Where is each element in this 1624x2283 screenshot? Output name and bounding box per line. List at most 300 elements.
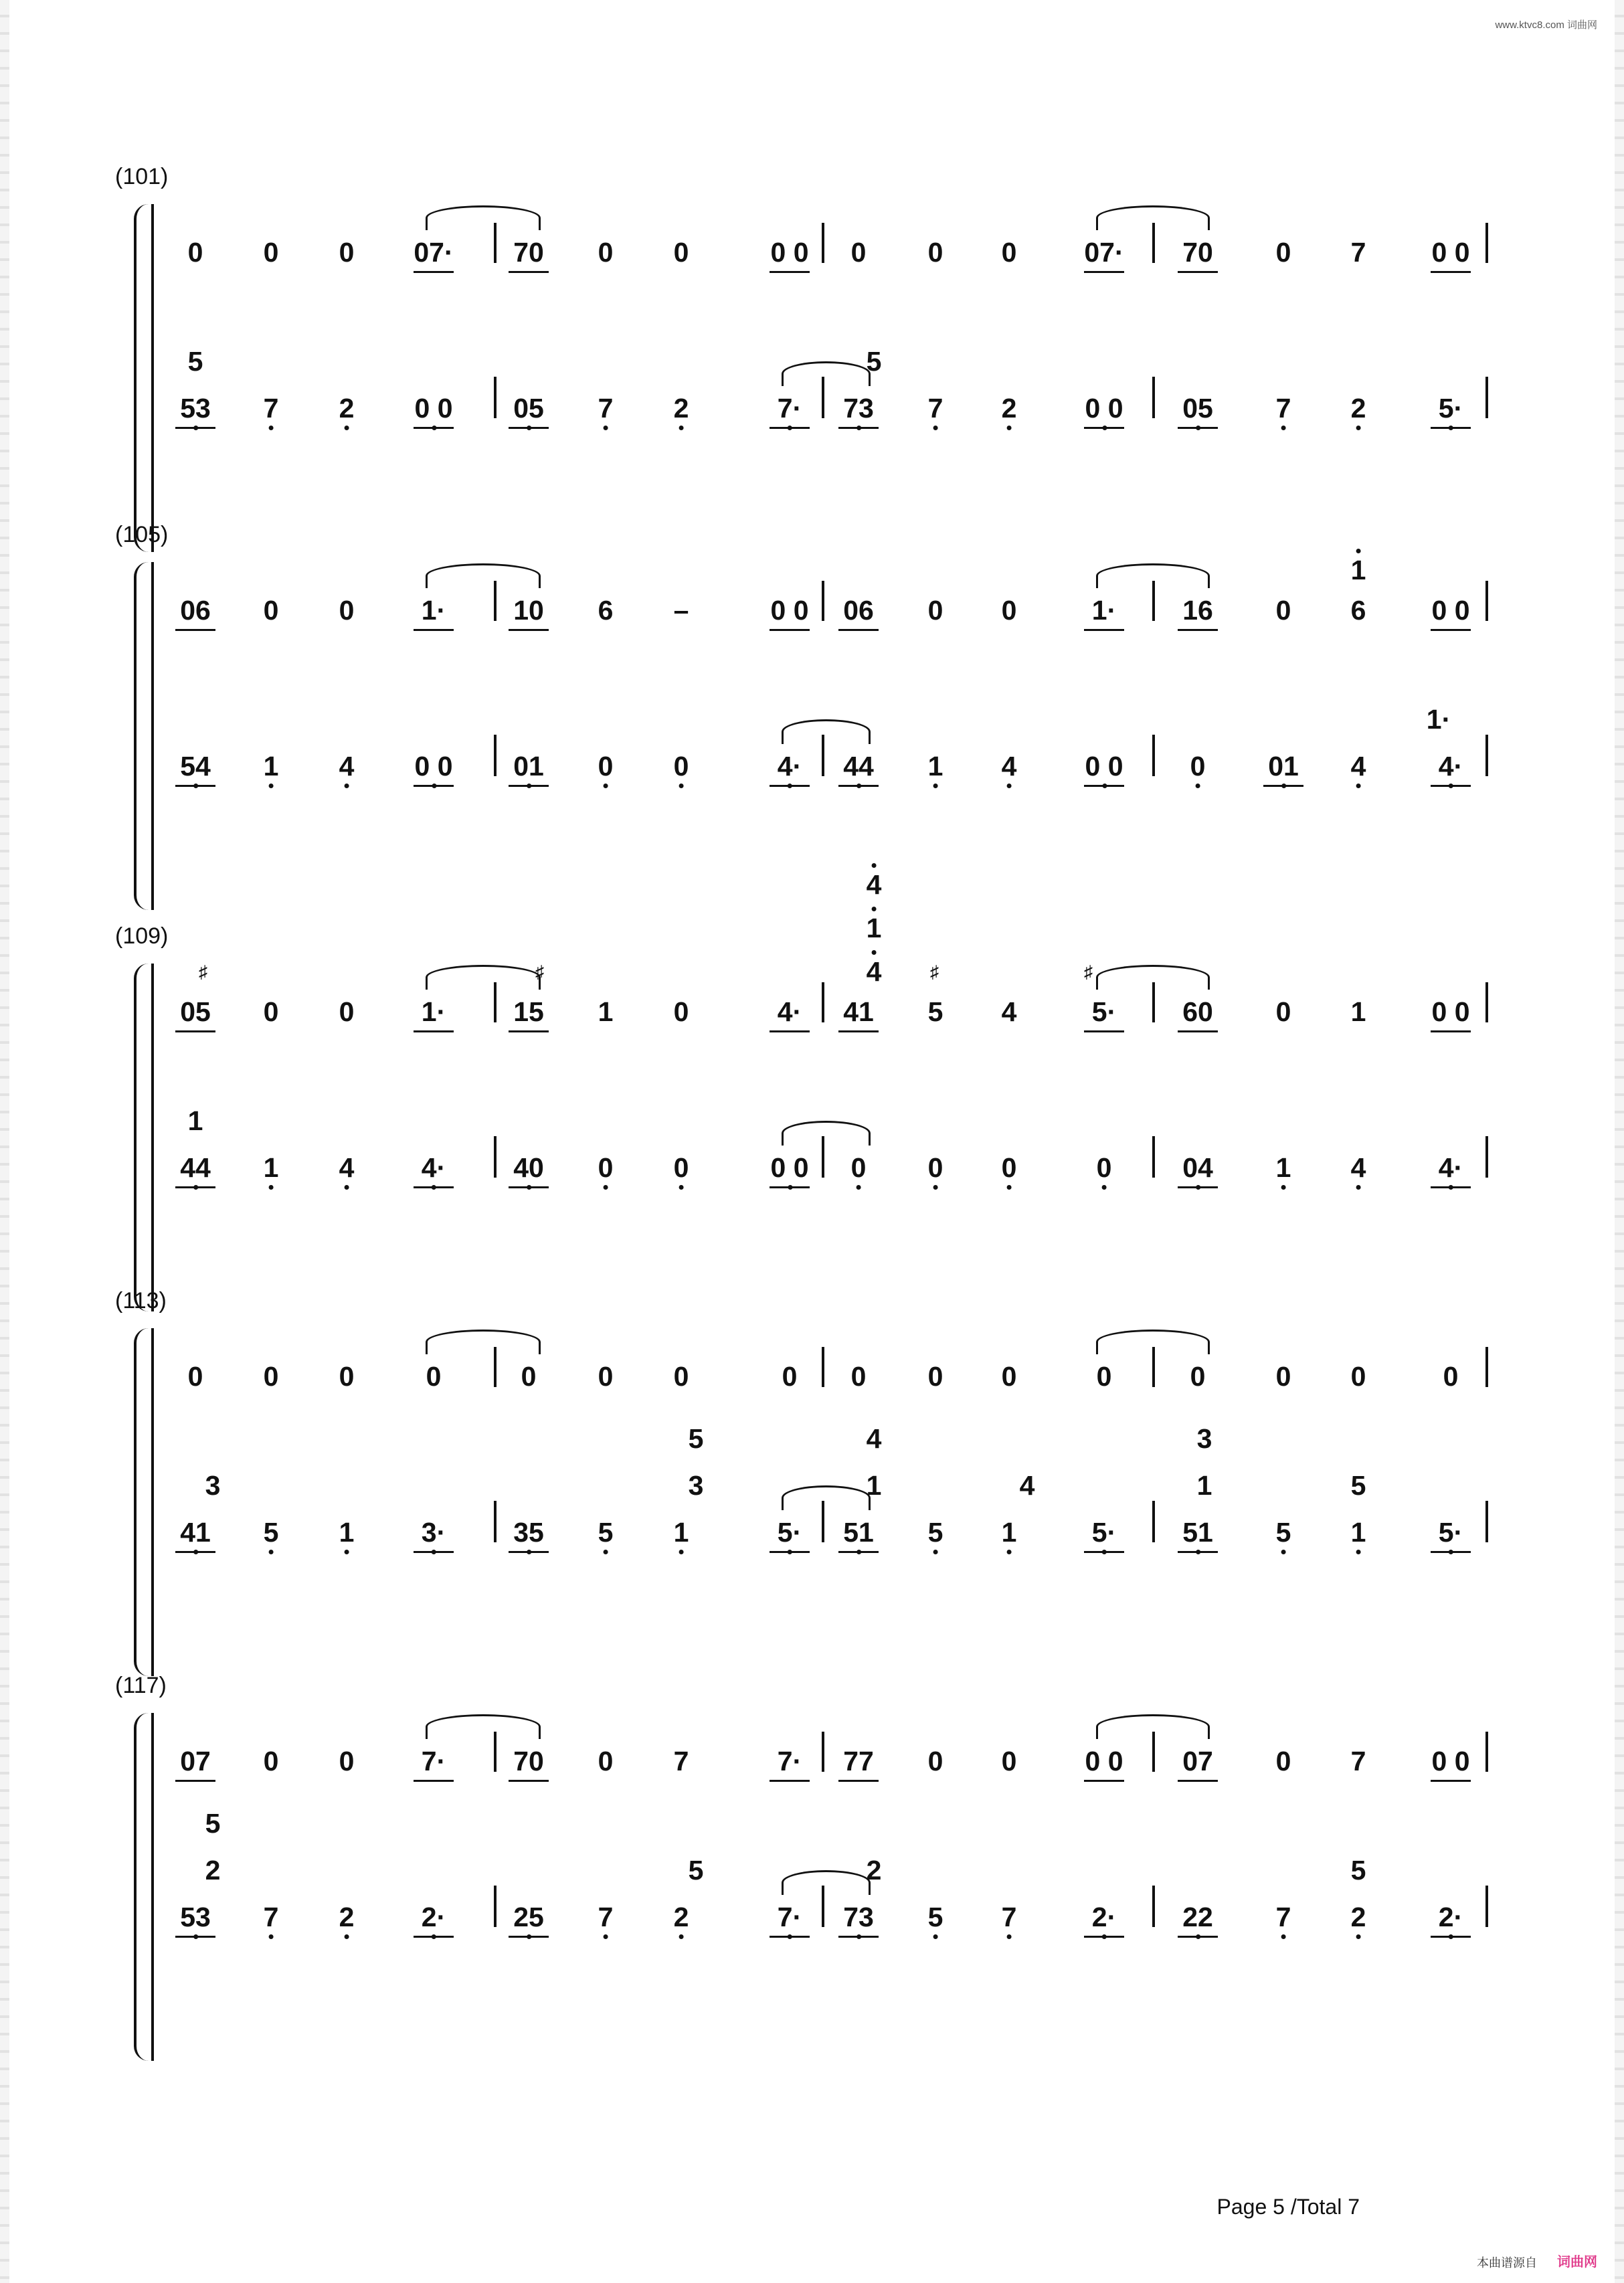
upper-note: 0 0 xyxy=(1431,996,1470,1027)
upper-note: 4· xyxy=(777,996,802,1027)
barline-upper xyxy=(822,1732,824,1772)
measure-number: (117) xyxy=(115,1673,167,1698)
upper-chord-tone: 1 xyxy=(866,913,882,943)
lower-note: 0 xyxy=(927,1152,943,1183)
lower-note: 0 0 xyxy=(414,393,453,424)
lower-note: 5· xyxy=(777,1517,802,1548)
beam-line xyxy=(414,1936,454,1938)
lower-note: 7· xyxy=(777,393,802,424)
beam-line xyxy=(1178,1780,1218,1782)
barline-upper xyxy=(1485,223,1488,263)
tie-lower xyxy=(782,1485,871,1510)
beam-line xyxy=(509,1780,549,1782)
upper-note: 0 xyxy=(1190,1361,1206,1392)
upper-note: 1· xyxy=(421,595,446,626)
lower-note: 7 xyxy=(1275,1902,1291,1932)
lower-note: 3· xyxy=(421,1517,446,1548)
barline-lower xyxy=(1152,1886,1155,1927)
upper-note: 0 0 xyxy=(770,595,809,626)
beam-line xyxy=(1178,1186,1218,1188)
beam-line xyxy=(838,1780,879,1782)
lower-note: 73 xyxy=(843,1902,874,1932)
upper-note: 0 0 xyxy=(1431,1746,1470,1776)
lower-chord-tone: 3 xyxy=(1196,1423,1212,1454)
upper-note: 0 xyxy=(263,595,279,626)
upper-note: 70 xyxy=(1182,237,1213,268)
upper-note: 0 xyxy=(927,237,943,268)
lower-note: 5· xyxy=(1438,1517,1463,1548)
lower-note: 7 xyxy=(598,1902,614,1932)
beam-line xyxy=(1084,1780,1124,1782)
lower-chord-tone: 1· xyxy=(1426,704,1451,735)
source-logo-text: 本曲谱源自 xyxy=(1477,2256,1537,2270)
beam-line xyxy=(1084,1030,1124,1032)
lower-note: 4 xyxy=(1001,751,1017,782)
barline-lower xyxy=(1485,735,1488,776)
lower-note: 2 xyxy=(1001,393,1017,424)
beam-line xyxy=(414,1030,454,1032)
lower-note: 1 xyxy=(1001,1517,1017,1548)
lower-note: 5· xyxy=(1091,1517,1117,1548)
beam-line xyxy=(838,785,879,787)
tie-upper xyxy=(1096,1714,1210,1739)
right-edge-strip xyxy=(1615,0,1624,2283)
beam-line xyxy=(770,271,810,273)
upper-note: 0 xyxy=(598,1361,614,1392)
lower-note: 2 xyxy=(673,1902,689,1932)
lower-note: 0 xyxy=(598,751,614,782)
barline-lower xyxy=(494,1136,497,1178)
upper-note: 0 xyxy=(339,237,355,268)
lower-note: 7 xyxy=(263,1902,279,1932)
upper-note: 0 xyxy=(1001,1361,1017,1392)
lower-note: 44 xyxy=(843,751,874,782)
beam-line xyxy=(1263,785,1303,787)
lower-note: 2· xyxy=(1091,1902,1117,1932)
lower-note: 5 xyxy=(927,1517,943,1548)
lower-note: 05 xyxy=(1182,393,1213,424)
measure-number: (109) xyxy=(115,923,169,949)
upper-note: 0 xyxy=(927,1361,943,1392)
upper-note: 0 xyxy=(850,1361,867,1392)
beam-line xyxy=(414,629,454,631)
beam-line xyxy=(1431,427,1471,429)
upper-note: 0 xyxy=(263,1361,279,1392)
beam-line xyxy=(175,427,215,429)
lower-note: 4· xyxy=(777,751,802,782)
beam-line xyxy=(770,1186,810,1188)
lower-note: 7 xyxy=(1275,393,1291,424)
beam-line xyxy=(1084,427,1124,429)
lower-note: 4 xyxy=(1350,751,1366,782)
upper-note: 0 xyxy=(927,1746,943,1776)
lower-chord-tone: 2 xyxy=(866,1855,882,1886)
lower-chord-tone: 1 xyxy=(866,1470,882,1501)
lower-note: 5 xyxy=(1275,1517,1291,1548)
lower-note: 35 xyxy=(513,1517,544,1548)
beam-line xyxy=(1178,1551,1218,1553)
lower-note: 0 0 xyxy=(1085,393,1123,424)
lower-note: 0 0 xyxy=(1085,751,1123,782)
upper-note: 1 xyxy=(598,996,614,1027)
lower-note: 0 xyxy=(1096,1152,1112,1183)
upper-note: 0 xyxy=(339,1746,355,1776)
lower-chord-tone: 4 xyxy=(1019,1470,1035,1501)
tie-lower xyxy=(782,1870,871,1895)
upper-note: 77 xyxy=(843,1746,874,1776)
lower-note: 5 xyxy=(598,1517,614,1548)
lower-note: 40 xyxy=(513,1152,544,1183)
upper-note: 15 xyxy=(513,996,544,1027)
beam-line xyxy=(175,1030,215,1032)
upper-note: 0 xyxy=(782,1361,798,1392)
beam-line xyxy=(770,629,810,631)
lower-note: 2· xyxy=(421,1902,446,1932)
system-brace xyxy=(134,204,149,552)
lower-note: 2 xyxy=(339,393,355,424)
upper-note: 0 xyxy=(263,1746,279,1776)
lower-note: 7 xyxy=(263,393,279,424)
upper-note: 0 xyxy=(1275,595,1291,626)
upper-note: 0 xyxy=(187,237,203,268)
beam-line xyxy=(770,1936,810,1938)
sharp-sign: ♯ xyxy=(1084,962,1093,982)
lower-note: 0 xyxy=(598,1152,614,1183)
upper-note: 0 0 xyxy=(1431,595,1470,626)
lower-note: 5· xyxy=(1438,393,1463,424)
beam-line xyxy=(509,785,549,787)
barline-upper xyxy=(1485,581,1488,621)
upper-note: 0 xyxy=(263,996,279,1027)
lower-note: 1 xyxy=(263,1152,279,1183)
barline-lower xyxy=(1152,377,1155,418)
upper-note: 7 xyxy=(1350,237,1366,268)
beam-line xyxy=(1178,629,1218,631)
lower-chord-tone: 1 xyxy=(1196,1470,1212,1501)
beam-line xyxy=(509,1186,549,1188)
upper-note: 0 xyxy=(187,1361,203,1392)
lower-chord-tone: 5 xyxy=(866,346,882,377)
tie-upper xyxy=(426,563,541,588)
lower-note: 51 xyxy=(843,1517,874,1548)
beam-line xyxy=(509,1551,549,1553)
upper-note: 6 xyxy=(598,595,614,626)
beam-line xyxy=(414,1551,454,1553)
lower-note: 1 xyxy=(1350,1517,1366,1548)
lower-note: 0 0 xyxy=(414,751,453,782)
upper-note: – xyxy=(673,595,689,626)
upper-note: 0 xyxy=(927,595,943,626)
system-brace xyxy=(134,1328,149,1676)
upper-note: 0 0 xyxy=(1085,1746,1123,1776)
tie-upper xyxy=(426,1714,541,1739)
lower-note: 01 xyxy=(513,751,544,782)
beam-line xyxy=(509,629,549,631)
beam-line xyxy=(414,785,454,787)
barline-lower xyxy=(1485,1501,1488,1542)
beam-line xyxy=(1084,1551,1124,1553)
upper-note: 0 xyxy=(673,237,689,268)
upper-note: 0 xyxy=(1275,237,1291,268)
upper-note: 7 xyxy=(1350,1746,1366,1776)
sharp-sign: ♯ xyxy=(535,962,544,982)
barline-upper xyxy=(822,223,824,263)
left-edge-strip xyxy=(0,0,9,2283)
upper-note: 0 xyxy=(339,595,355,626)
system-brace xyxy=(134,964,149,1311)
lower-chord-tone: 5 xyxy=(1350,1855,1366,1886)
upper-note: 0 xyxy=(1350,1361,1366,1392)
lower-note: 1 xyxy=(673,1517,689,1548)
lower-note: 7 xyxy=(598,393,614,424)
beam-line xyxy=(1431,1936,1471,1938)
beam-line xyxy=(1084,629,1124,631)
upper-note: 0 xyxy=(598,1746,614,1776)
upper-note: 60 xyxy=(1182,996,1213,1027)
page-number: Page 5 /Total 7 xyxy=(1216,2195,1360,2219)
upper-note: 0 xyxy=(1275,996,1291,1027)
barline-lower xyxy=(494,1886,497,1927)
tie-upper xyxy=(426,965,541,990)
upper-note: 16 xyxy=(1182,595,1213,626)
sharp-sign: ♯ xyxy=(930,962,939,982)
upper-chord-tone: 1 xyxy=(1350,555,1366,585)
source-logo-brand: 词曲网 xyxy=(1557,2255,1597,2270)
lower-note: 4· xyxy=(1438,1152,1463,1183)
lower-note: 1 xyxy=(1275,1152,1291,1183)
barline-lower xyxy=(1152,1501,1155,1542)
lower-note: 2 xyxy=(339,1902,355,1932)
upper-note: 1· xyxy=(421,996,446,1027)
beam-line xyxy=(1431,785,1471,787)
lower-note: 1 xyxy=(263,751,279,782)
barline-lower xyxy=(494,735,497,776)
beam-line xyxy=(838,1030,879,1032)
lower-chord-tone: 5 xyxy=(688,1855,704,1886)
lower-note: 5 xyxy=(927,1902,943,1932)
beam-line xyxy=(1084,785,1124,787)
tie-upper xyxy=(426,1330,541,1354)
lower-note: 7 xyxy=(927,393,943,424)
system-line xyxy=(151,964,154,1311)
beam-line xyxy=(770,1780,810,1782)
upper-note: 07· xyxy=(1084,237,1124,268)
upper-note: 0 xyxy=(673,996,689,1027)
measure-number: (113) xyxy=(115,1288,167,1313)
beam-line xyxy=(1178,271,1218,273)
upper-note: 7· xyxy=(777,1746,802,1776)
beam-line xyxy=(1178,427,1218,429)
barline-upper xyxy=(822,581,824,621)
beam-line xyxy=(1431,629,1471,631)
beam-line xyxy=(509,1030,549,1032)
beam-line xyxy=(509,1936,549,1938)
barline-upper xyxy=(1485,1732,1488,1772)
upper-note: 0 xyxy=(426,1361,442,1392)
lower-note: 1 xyxy=(927,751,943,782)
tie-lower xyxy=(782,1121,871,1146)
barline-upper xyxy=(822,982,824,1022)
upper-note: 0 xyxy=(1001,237,1017,268)
upper-note: 0 xyxy=(1001,595,1017,626)
system-line xyxy=(151,562,154,910)
system-brace xyxy=(134,562,149,910)
lower-chord-tone: 3 xyxy=(688,1470,704,1501)
lower-note: 0 xyxy=(1001,1152,1017,1183)
beam-line xyxy=(1431,1186,1471,1188)
lower-note: 73 xyxy=(843,393,874,424)
barline-upper xyxy=(1485,982,1488,1022)
upper-note: 5· xyxy=(1091,996,1117,1027)
lower-chord-tone: 2 xyxy=(205,1855,221,1886)
upper-note: 0 xyxy=(1275,1746,1291,1776)
beam-line xyxy=(1178,1030,1218,1032)
watermark-url: www.ktvc8.com 词曲网 xyxy=(1495,19,1597,31)
beam-line xyxy=(770,785,810,787)
upper-note: 0 xyxy=(263,237,279,268)
lower-note: 2 xyxy=(1350,1902,1366,1932)
lower-chord-tone: 1 xyxy=(187,1105,203,1136)
beam-line xyxy=(838,427,879,429)
lower-chord-tone: 4 xyxy=(866,1423,882,1454)
upper-note: 0 xyxy=(1275,1361,1291,1392)
lower-note: 05 xyxy=(513,393,544,424)
lower-note: 0 0 xyxy=(770,1152,809,1183)
system-line xyxy=(151,204,154,552)
beam-line xyxy=(1084,271,1124,273)
lower-note: 7· xyxy=(777,1902,802,1932)
upper-note: 0 xyxy=(339,996,355,1027)
beam-line xyxy=(770,427,810,429)
upper-chord-tone: 4 xyxy=(866,869,882,900)
lower-note: 2 xyxy=(673,393,689,424)
beam-line xyxy=(175,629,215,631)
upper-note: 0 0 xyxy=(770,237,809,268)
beam-line xyxy=(770,1551,810,1553)
upper-note: 4 xyxy=(1001,996,1017,1027)
barline-lower xyxy=(1485,377,1488,418)
upper-note: 07· xyxy=(414,237,454,268)
upper-note: 5 xyxy=(927,996,943,1027)
lower-note: 4 xyxy=(1350,1152,1366,1183)
beam-line xyxy=(1178,1936,1218,1938)
lower-note: 7 xyxy=(1001,1902,1017,1932)
lower-note: 4 xyxy=(339,751,355,782)
beam-line xyxy=(509,427,549,429)
barline-upper xyxy=(1485,1347,1488,1387)
upper-note: 0 xyxy=(673,1361,689,1392)
upper-note: 0 0 xyxy=(1431,237,1470,268)
lower-chord-tone: 5 xyxy=(1350,1470,1366,1501)
beam-line xyxy=(1084,1936,1124,1938)
beam-line xyxy=(175,1551,215,1553)
lower-note: 04 xyxy=(1182,1152,1213,1183)
upper-note: 05 xyxy=(180,996,211,1027)
tie-upper xyxy=(1096,205,1210,230)
beam-line xyxy=(414,427,454,429)
upper-note: 0 xyxy=(598,237,614,268)
beam-line xyxy=(838,1551,879,1553)
lower-note: 5 xyxy=(263,1517,279,1548)
lower-note: 4 xyxy=(339,1152,355,1183)
sharp-sign: ♯ xyxy=(199,962,207,982)
beam-line xyxy=(1431,1030,1471,1032)
lower-chord-tone: 3 xyxy=(205,1470,221,1501)
upper-note: 0 xyxy=(850,237,867,268)
upper-note: 0 xyxy=(1443,1361,1459,1392)
barline-lower xyxy=(494,1501,497,1542)
upper-note: 10 xyxy=(513,595,544,626)
lower-note: 2· xyxy=(1438,1902,1463,1932)
system-line xyxy=(151,1713,154,2061)
beam-line xyxy=(1431,271,1471,273)
barline-lower xyxy=(494,377,497,418)
beam-line xyxy=(175,1780,215,1782)
beam-line xyxy=(414,1186,454,1188)
barline-lower xyxy=(1152,735,1155,776)
upper-note: 41 xyxy=(843,996,874,1027)
beam-line xyxy=(509,271,549,273)
lower-note: 0 xyxy=(673,1152,689,1183)
beam-line xyxy=(1431,1780,1471,1782)
upper-note: 0 xyxy=(521,1361,537,1392)
system-line xyxy=(151,1328,154,1676)
beam-line xyxy=(414,271,454,273)
lower-note: 0 xyxy=(673,751,689,782)
beam-line xyxy=(770,1030,810,1032)
lower-note: 54 xyxy=(180,751,211,782)
tie-lower xyxy=(782,719,871,744)
system-brace xyxy=(134,1713,149,2061)
lower-note: 51 xyxy=(1182,1517,1213,1548)
lower-note: 25 xyxy=(513,1902,544,1932)
beam-line xyxy=(175,1186,215,1188)
upper-note: 0 xyxy=(1096,1361,1112,1392)
barline-upper xyxy=(822,1347,824,1387)
barline-lower xyxy=(1152,1136,1155,1178)
lower-note: 53 xyxy=(180,393,211,424)
barline-lower xyxy=(1485,1136,1488,1178)
beam-line xyxy=(175,785,215,787)
upper-note: 6 xyxy=(1350,595,1366,626)
barline-lower xyxy=(1485,1886,1488,1927)
upper-note: 1· xyxy=(1091,595,1117,626)
upper-note: 1 xyxy=(1350,996,1366,1027)
measure-number: (105) xyxy=(115,522,169,547)
lower-note: 41 xyxy=(180,1517,211,1548)
measure-number: (101) xyxy=(115,164,169,189)
lower-chord-tone: 5 xyxy=(688,1423,704,1454)
lower-note: 44 xyxy=(180,1152,211,1183)
upper-note: 07 xyxy=(180,1746,211,1776)
upper-chord-tone: 4 xyxy=(866,956,882,987)
upper-note: 07 xyxy=(1182,1746,1213,1776)
upper-note: 70 xyxy=(513,1746,544,1776)
tie-upper xyxy=(1096,965,1210,990)
lower-note: 4· xyxy=(1438,751,1463,782)
upper-note: 7· xyxy=(421,1746,446,1776)
lower-note: 0 xyxy=(1190,751,1206,782)
tie-upper xyxy=(1096,563,1210,588)
lower-note: 01 xyxy=(1268,751,1299,782)
tie-upper xyxy=(426,205,541,230)
upper-note: 7 xyxy=(673,1746,689,1776)
beam-line xyxy=(414,1780,454,1782)
upper-note: 0 xyxy=(339,1361,355,1392)
upper-note: 06 xyxy=(843,595,874,626)
tie-lower xyxy=(782,361,871,386)
lower-note: 0 xyxy=(850,1152,867,1183)
